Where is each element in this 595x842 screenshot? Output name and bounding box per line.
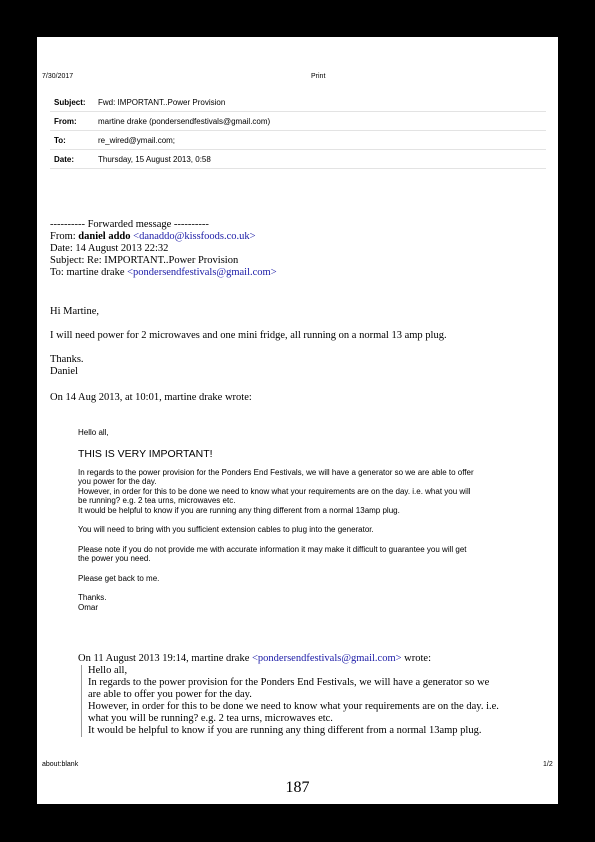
header-value: Thursday, 15 August 2013, 0:58 bbox=[98, 155, 211, 164]
recipient-email-link[interactable]: <pondersendfestivals@gmail.com> bbox=[127, 267, 277, 278]
forwarded-subject: Subject: Re: IMPORTANT..Power Provision bbox=[50, 255, 239, 266]
print-date: 7/30/2017 bbox=[42, 73, 74, 80]
forwarded-from: From: daniel addo <danaddo@kissfoods.co.uk> bbox=[50, 231, 256, 242]
reply-thanks: Thanks. bbox=[50, 354, 84, 365]
quoted-message bbox=[78, 428, 474, 612]
footer-page-count: 1/2 bbox=[543, 761, 553, 768]
page-number: 187 bbox=[285, 779, 310, 796]
header-label: From: bbox=[54, 117, 77, 126]
reply-name: Daniel bbox=[50, 366, 78, 377]
nested-email-link[interactable]: <pondersendfestivals@gmail.com> bbox=[252, 653, 402, 664]
sender-email-link[interactable]: <danaddo@kissfoods.co.uk> bbox=[133, 231, 256, 242]
quoted-paragraph-3: Please note if you do not provide me with accurate information it may make it difficult to guarantee you will get the power you need. bbox=[78, 544, 467, 563]
forwarded-date: Date: 14 August 2013 22:32 bbox=[50, 243, 169, 254]
quoted-paragraph-4: Please get back to me. bbox=[78, 573, 160, 583]
printed-page bbox=[37, 37, 558, 804]
forwarded-block bbox=[50, 219, 277, 279]
quoted-hello: Hello all, bbox=[78, 428, 109, 437]
forwarded-marker: ---------- Forwarded message ---------- bbox=[50, 219, 209, 230]
header-label: Subject: bbox=[54, 98, 86, 107]
nested-quote bbox=[81, 665, 528, 737]
sender-name: daniel addo bbox=[78, 231, 131, 242]
print-title: Print bbox=[311, 73, 326, 80]
quoted-paragraph-2: You will need to bring with you sufficient extension cables to plug into the generator. bbox=[78, 525, 374, 534]
quoted-headline: THIS IS VERY IMPORTANT! bbox=[78, 447, 213, 460]
forwarded-to: To: martine drake <pondersendfestivals@gmail.com> bbox=[50, 267, 277, 278]
reply-greeting: Hi Martine, bbox=[50, 306, 99, 317]
header-label: Date: bbox=[54, 155, 75, 164]
nested-line: are able to offer you power for the day. bbox=[88, 689, 252, 700]
nested-line: However, in order for this to be done we need to know what your requirements are on the day. i.e. bbox=[88, 701, 499, 712]
header-value: re_wired@ymail.com; bbox=[98, 136, 176, 145]
header-label: To: bbox=[54, 136, 66, 145]
nested-line: what you will be running? e.g. 2 tea urns, microwaves etc. bbox=[88, 713, 333, 724]
footer-url: about:blank bbox=[42, 761, 79, 768]
nested-wrote-line: On 11 August 2013 19:14, martine drake <pondersendfestivals@gmail.com> wrote: bbox=[78, 653, 431, 664]
reply-body: I will need power for 2 microwaves and one mini fridge, all running on a normal 13 amp plug. bbox=[50, 330, 447, 341]
nested-line: In regards to the power provision for the Ponders End Festivals, we will have a generator so we bbox=[88, 677, 490, 688]
header-value: Fwd: IMPORTANT..Power Provision bbox=[98, 98, 226, 107]
reply-wrote-line: On 14 Aug 2013, at 10:01, martine drake wrote: bbox=[50, 392, 252, 403]
quoted-signoff: Thanks. Omar bbox=[78, 593, 107, 612]
header-row-to bbox=[50, 130, 546, 150]
header-row-subject bbox=[50, 92, 546, 112]
nested-line: Hello all, bbox=[88, 665, 128, 676]
header-row-from bbox=[50, 111, 546, 131]
quoted-paragraph-1: In regards to the power provision for the Ponders End Festivals, we will have a generator so we are able to offer you power for the day. However, in order for this to be done we need to know what your requirements are on the day. i.e. what you will be running? e.g. 2 tea urns, microwaves etc. It would be helpful to know if you are running any thing different from a normal 13amp plug. bbox=[78, 467, 474, 515]
nested-line: It would be helpful to know if you are running any thing different from a normal 13amp plug. bbox=[88, 725, 482, 736]
reply-signoff bbox=[50, 354, 84, 378]
header-value: martine drake (pondersendfestivals@gmail.com) bbox=[98, 117, 271, 126]
header-row-date bbox=[50, 149, 546, 169]
